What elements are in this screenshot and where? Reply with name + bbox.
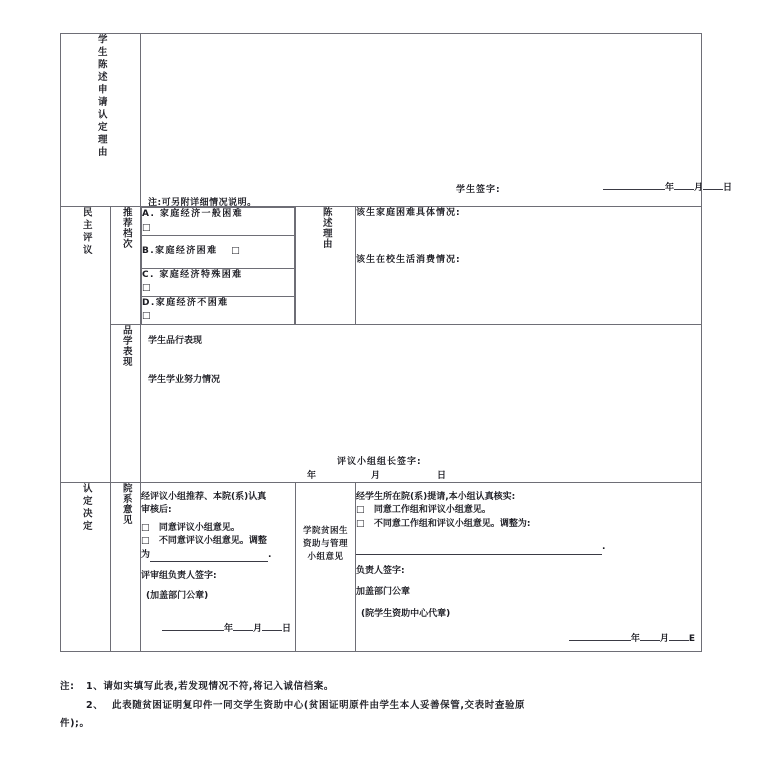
reason-label-cell [296,207,356,325]
college-agree-checkbox[interactable]: □ [141,522,150,533]
statement-body-cell[interactable] [141,34,733,208]
college-adjust-blank[interactable] [150,561,268,562]
grade-option-d-label: D.家庭经济不困难 [142,297,229,308]
committee-signature-label: 负责人签字: [356,565,405,576]
footer-note-1 [60,678,720,697]
college-date-day-label: 日 [281,624,291,634]
committee-date-month-label: 月 [659,634,669,644]
grade-option-d[interactable] [142,296,295,324]
date-day-label: 日 [723,183,733,193]
committee-disagree-label: 不同意工作组和评议小组意见。调整为: [373,518,531,529]
grade-option-c[interactable] [142,268,295,296]
grade-option-c-checkbox[interactable]: □ [142,283,151,293]
committee-date-day-blank[interactable] [669,640,689,641]
decision-row-label: 认定决定 [80,482,92,533]
conduct-spacer [148,348,695,374]
college-date-year-label: 年 [223,624,233,634]
grade-options-list [141,207,295,324]
committee-date-year-label: 年 [630,634,640,644]
grade-label: 推荐档次 [120,207,132,249]
college-intro-line1: 经评议小组推荐、本院(系)认真 [141,491,267,502]
row-conduct-performance [61,324,702,482]
committee-opinion-cell[interactable] [356,482,702,651]
grade-option-c-label: C. 家庭经济特殊困难 [142,269,243,280]
date-year-blank[interactable] [603,189,665,190]
college-intro-line2: 审核后: [141,505,172,515]
committee-seal-note-1: 加盖部门公章 [356,587,411,597]
review-leader-signature-area[interactable] [141,394,701,482]
conduct-body-cell[interactable] [141,324,702,482]
grade-option-b[interactable] [142,236,295,269]
student-signature-date[interactable] [603,182,732,196]
college-disagree-checkbox[interactable]: □ [141,536,150,546]
reason-question-spending: 该生在校生活消费情况: [356,254,461,265]
date-month-label: 月 [694,183,704,193]
date-day-blank[interactable] [703,189,723,190]
statement-row-label-cell [61,34,141,207]
grade-option-row[interactable] [142,208,295,236]
college-date-day-blank[interactable] [262,630,282,631]
committee-intro: 经学生所在院(系)提请,本小组认真核实: [356,491,516,502]
student-signature-label: 学生签字: [456,185,501,195]
college-adjust-prefix: 为 [141,549,151,560]
reason-label: 陈述理由 [320,207,332,249]
conduct-question-academic: 学生学业努力情况 [148,375,221,385]
college-option-disagree[interactable] [141,535,295,549]
committee-agree-checkbox[interactable]: □ [356,505,365,515]
footer-note-2-continued: 件);。 [60,718,90,730]
college-signature-label: 评审组负责人签字: [141,571,217,581]
date-year-label: 年 [665,183,675,193]
conduct-question-behaviour: 学生品行表现 [148,335,203,346]
decision-row-label-cell [61,482,111,651]
review-leader-date[interactable] [307,470,446,484]
college-date-month-label: 月 [252,624,262,634]
conduct-label-cell [111,324,141,482]
college-option-agree[interactable] [141,522,295,536]
grade-label-cell [111,207,141,325]
conduct-questions [141,325,701,394]
reason-question-family: 该生家庭困难具体情况: [356,208,461,218]
review-row-label: 民主评议 [80,207,92,257]
college-opinion-cell[interactable] [141,482,296,651]
footer-note-2-text: 此表随贫困证明复印件一同交学生资助中心(贫困证明原件由学生本人妥善保管,交表时查验原 [112,699,526,711]
college-date-year-blank[interactable] [162,630,224,631]
grade-option-a-label: A. 家庭经济一般困难 [142,209,244,219]
grade-option-d-checkbox[interactable]: □ [142,311,151,321]
grade-option-a-checkbox[interactable]: □ [142,222,151,233]
statement-row-label: 学生陈述申请认定理由 [95,34,107,159]
review-row-label-cell [61,207,111,483]
review-leader-month: 月 [371,470,381,481]
grade-options-cell [141,207,296,325]
review-leader-day: 日 [437,470,447,481]
committee-disagree-checkbox[interactable]: □ [356,518,365,529]
row-determination [61,482,702,651]
committee-date-month-blank[interactable] [640,640,660,641]
grade-option-row[interactable] [142,268,295,296]
committee-adjust-line[interactable]: . [356,541,701,555]
date-month-blank[interactable] [674,189,694,190]
committee-opinion-label: 学院贫困生资助与管理小组意见 [302,525,348,562]
footer-note-1-text: 请如实填写此表,若发现情况不符,将记入诚信档案。 [103,681,334,692]
grade-option-b-label: B.家庭经济困难 [142,246,218,256]
committee-agree-label: 同意工作组和评议小组意见。 [373,505,491,515]
reason-body-cell[interactable] [356,207,702,325]
college-agree-label: 同意评议小组意见。 [158,522,240,533]
committee-seal-note-2: (院学生资助中心代章) [361,608,451,619]
college-adjust-line[interactable]: 为 . [141,549,295,563]
committee-option-agree[interactable] [356,504,701,518]
footer-note-1-index: 1、 [86,681,104,692]
committee-date-day-label: E [688,634,696,644]
aid-application-form [60,33,733,652]
committee-adjust-blank[interactable] [356,554,602,555]
college-disagree-label: 不同意评议小组意见。调整 [158,536,267,546]
grade-option-row[interactable] [142,296,295,324]
grade-option-b-checkbox[interactable]: □ [231,246,240,256]
review-leader-signature-label: 评议小组组长签字: [337,456,422,467]
footer-note-2 [60,697,720,734]
grade-option-row[interactable] [142,236,295,269]
statement-writing-area[interactable] [141,34,733,208]
row-democratic-review [61,207,702,325]
conduct-label: 品学表现 [120,324,132,367]
footer-notes-label: 注: [60,681,75,692]
row-student-statement [61,34,702,207]
college-date-month-blank[interactable] [233,630,253,631]
review-leader-year: 年 [307,470,317,481]
footer-notes [60,678,720,734]
college-opinion-label: 院系意见 [120,482,132,525]
committee-decision-date[interactable] [356,633,701,647]
committee-date-year-blank[interactable] [569,640,631,641]
college-decision-date[interactable] [141,623,295,637]
committee-option-disagree[interactable] [356,518,701,532]
statement-note: 注:可另附详细情况说明。 [148,198,257,208]
college-seal-note: (加盖部门公章) [146,590,209,601]
grade-option-a[interactable] [142,208,295,236]
footer-note-2-index: 2、 [86,699,104,711]
college-opinion-label-cell [111,482,141,651]
committee-opinion-label-cell [296,482,356,651]
